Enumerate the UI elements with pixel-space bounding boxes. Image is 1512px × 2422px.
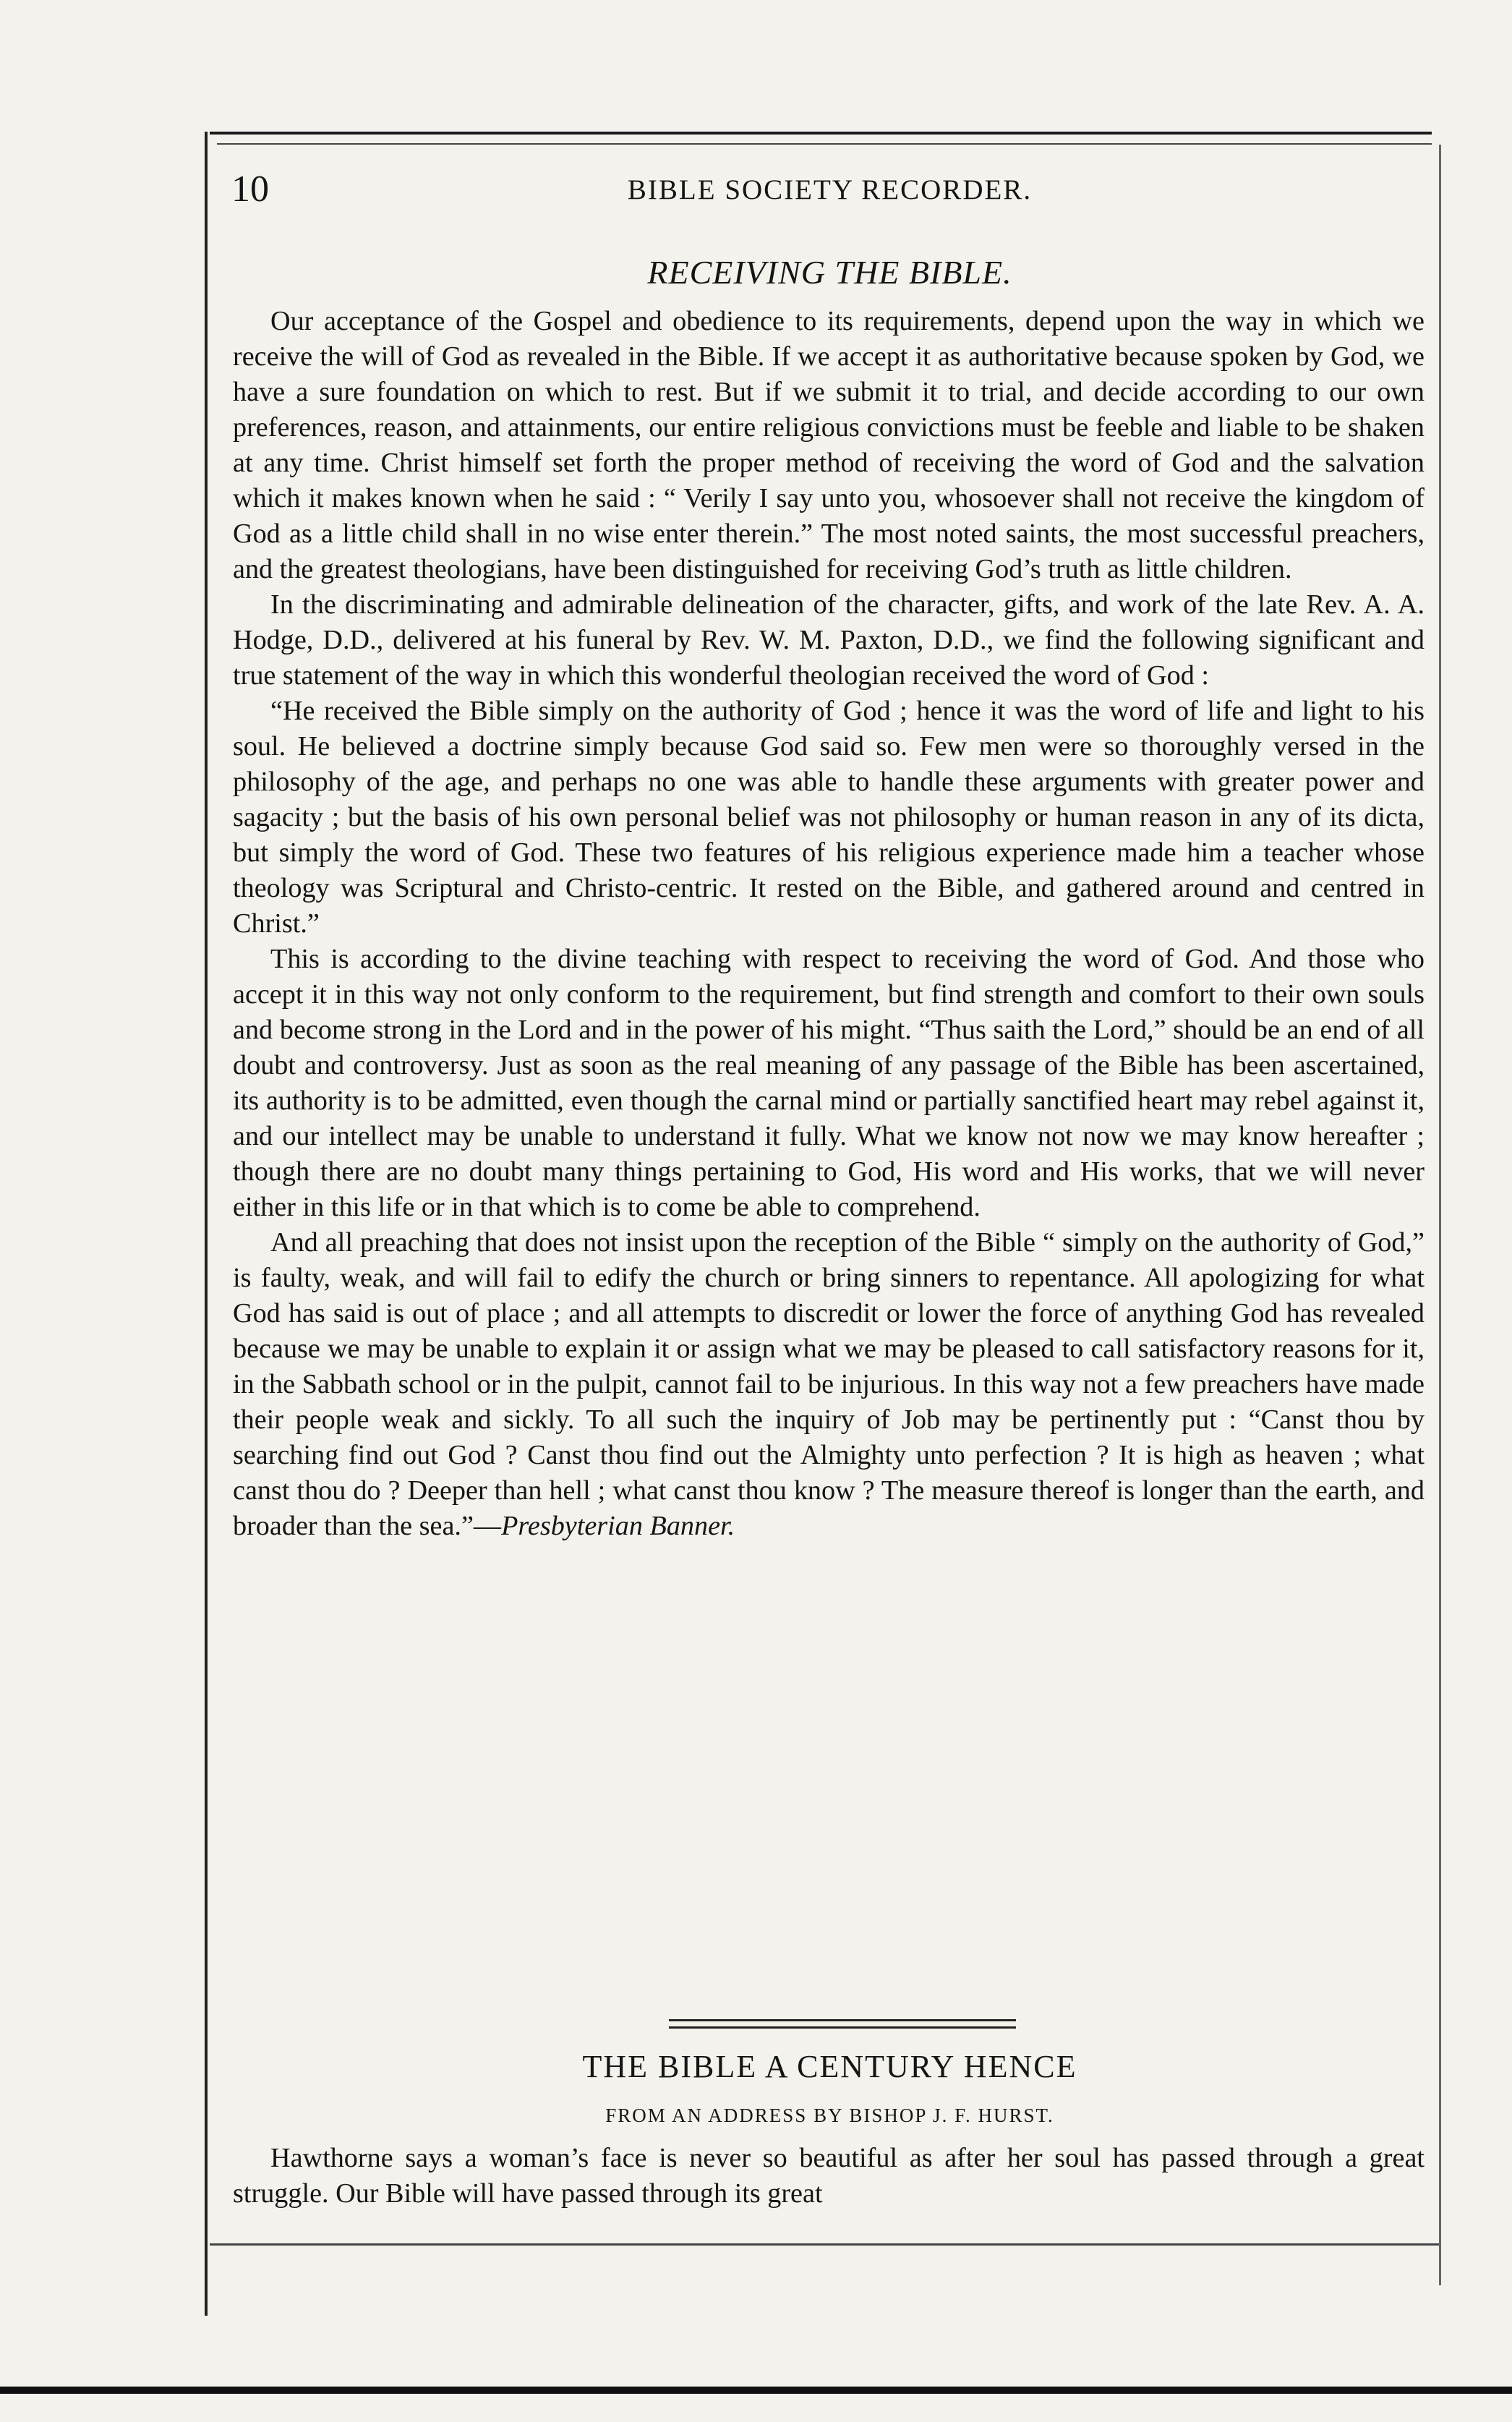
top-rule bbox=[210, 132, 1432, 135]
page-right-edge bbox=[1439, 145, 1441, 2285]
page-header bbox=[231, 168, 1428, 218]
article-paragraph-4-text: And all preaching that does not insist upon the reception of the Bible “ simply on the authority of God,” is faulty, weak, and will fail to edify the church or bring sinners to repentance. All apologizing for what God has said is out of place ; and all attempts to discredit or lower the force of anything God has revealed because we may be unable to explain it or assign what we may be pleased to call satisfactory reasons for it, in the Sabbath school or in the pulpit, cannot fail to be injurious. In this way not a few preachers have made their people weak and sickly. To all such the inquiry of Job may be pertinently put : “Canst thou by searching find out God ? Canst thou find out the Almighty unto perfection ? It is high as heaven ; what canst thou do ? Deeper than hell ; what canst thou know ? The measure thereof is longer than the earth, and broader than the sea.”— bbox=[233, 1227, 1425, 1541]
page-number: 10 bbox=[231, 169, 269, 210]
article-paragraph-1: Our acceptance of the Gospel and obedience to its requirements, depend upon the way in which we receive the will of God as revealed in the Bible. If we accept it as authoritative because spoken by God, we have a sure foundation on which to rest. But if we submit it to trial, and decide according to our own preferences, reason, and attainments, our entire religious convictions must be feeble and liable to be shaken at any time. Christ himself set forth the proper method of receiving the word of God and the salvation which it makes known when he said : “ Verily I say unto you, whosoever shall not receive the kingdom of God as a little child shall in no wise enter therein.” The most noted saints, the most successful preachers, and the greatest theologians, have been distinguished for receiving God’s truth as little children. bbox=[233, 306, 1425, 584]
article-body bbox=[233, 304, 1425, 1544]
page-bottom-edge bbox=[0, 2387, 1512, 2394]
article-quote: “He received the Bible simply on the authority of God ; hence it was the word of life and light to his soul. He believed a doctrine simply because God said so. Few men were so thoroughly versed in the philosophy of the age, and perhaps no one was able to handle these arguments with greater power and sagacity ; but the basis of his own personal belief was not philosophy or human reason in any of its dicta, but simply the word of God. These two features of his religious experience made him a teacher whose theology was Scriptural and Christo-centric. It rested on the Bible, and gathered around and centred in Christ.” bbox=[233, 696, 1425, 939]
section-body bbox=[233, 2141, 1425, 2212]
section-divider-top bbox=[669, 2019, 1016, 2021]
section-byline: FROM AN ADDRESS BY BISHOP J. F. HURST. bbox=[605, 2105, 1054, 2126]
article-paragraph-3: This is according to the divine teaching with respect to receiving the word of God. And those who accept it in this way not only conform to the requirement, but find strength and comfort to their own souls and become strong in the Lord and in the power of his might. “Thus saith the Lord,” should be an end of all doubt and controversy. Just as soon as the real meaning of any passage of the Bible has been ascertained, its authority is to be admitted, even though the carnal mind or partially sanctified heart may rebel against it, and our intellect may be unable to understand it fully. What we know not now we may know hereafter ; though there are no doubt many things pertaining to God, His word and His works, that we will never either in this life or in that which is to come be able to comprehend. bbox=[233, 944, 1425, 1222]
page-left-edge bbox=[205, 132, 208, 2316]
top-rule-thin bbox=[217, 143, 1432, 145]
article-title: RECEIVING THE BIBLE. bbox=[647, 254, 1012, 291]
running-head: BIBLE SOCIETY RECORDER. bbox=[627, 174, 1033, 205]
section-paragraph: Hawthorne says a woman’s face is never so beautiful as after her soul has passed through a great struggle. Our Bible will have passed through its great bbox=[233, 2143, 1425, 2209]
section-title: THE BIBLE A CENTURY HENCE bbox=[582, 2049, 1077, 2084]
section-divider-bottom bbox=[669, 2026, 1016, 2029]
article-paragraph-2: In the discriminating and admirable delineation of the character, gifts, and work of the late Rev. A. A. Hodge, D.D., delivered at his funeral by Rev. W. M. Paxton, D.D., we find the following significant and true statement of the way in which this wonderful theologian received the word of God : bbox=[233, 589, 1425, 691]
article-attribution: Presbyterian Banner. bbox=[501, 1511, 735, 1541]
article-paragraph-4 bbox=[233, 1225, 1425, 1544]
bottom-rule bbox=[210, 2243, 1439, 2246]
